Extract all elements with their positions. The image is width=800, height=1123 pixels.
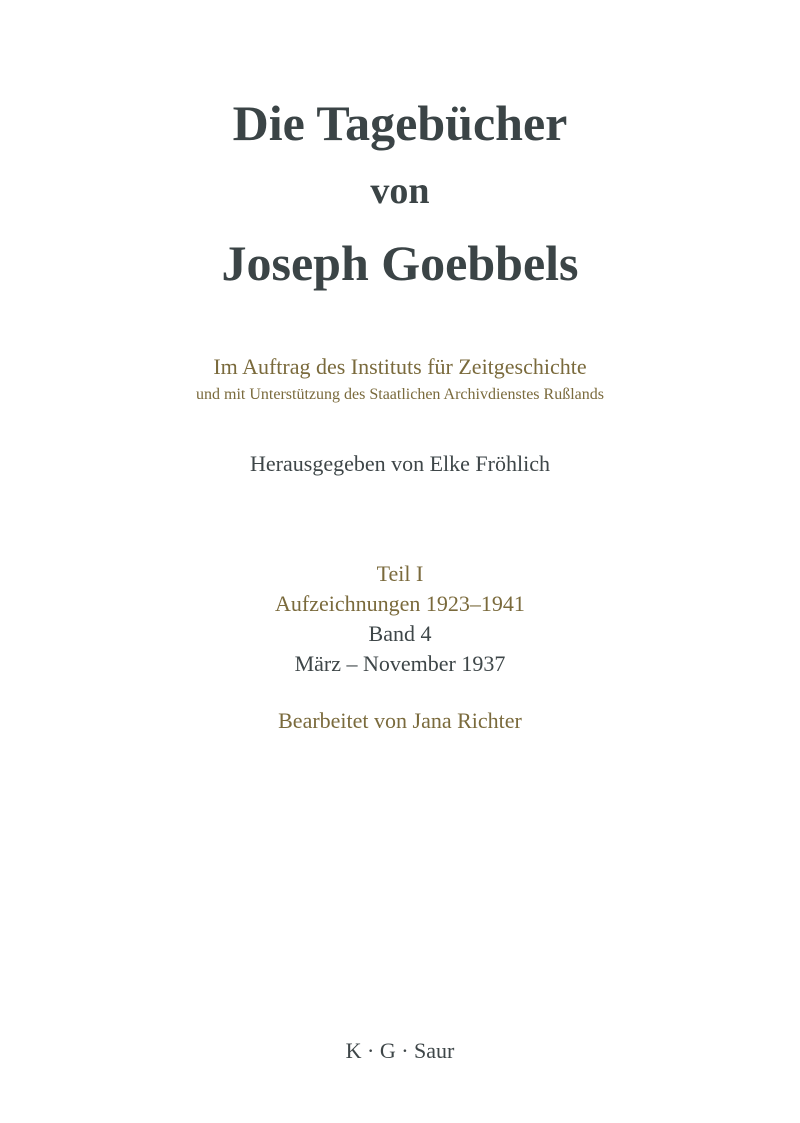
volume-period: März – November 1937	[294, 651, 506, 676]
adapter-line: Bearbeitet von Jana Richter	[278, 708, 522, 733]
volume-records: Aufzeichnungen 1923–1941	[275, 591, 525, 616]
title-line-1: Die Tagebücher	[232, 95, 568, 151]
volume-part: Teil I	[376, 561, 424, 586]
volume-band: Band 4	[368, 621, 432, 646]
publisher-imprint: K · G · Saur	[345, 1038, 455, 1063]
editor-line: Herausgegeben von Elke Fröhlich	[250, 451, 550, 476]
commission-line-1: Im Auftrag des Instituts für Zeitgeschichte	[213, 354, 587, 379]
title-line-3: Joseph Goebbels	[221, 235, 579, 291]
title-line-2: von	[370, 170, 430, 212]
commission-line-2: und mit Unterstützung des Staatlichen Archivdienstes Rußlands	[196, 386, 604, 403]
